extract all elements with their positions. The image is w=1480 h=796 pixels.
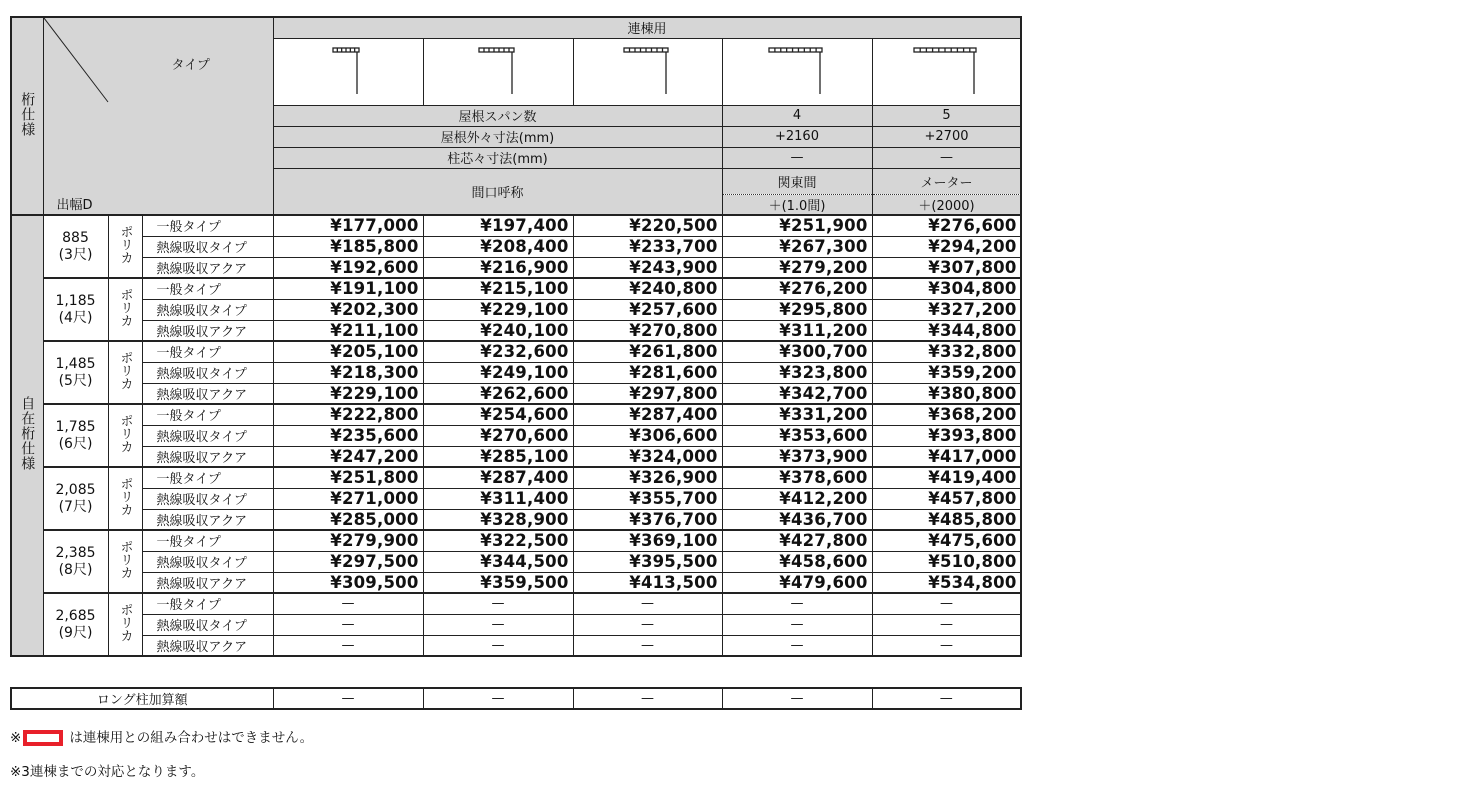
width-cell: 1,485 (5尺): [43, 341, 108, 404]
price-cell: ¥369,100: [573, 530, 722, 551]
row-type: 熱線吸収タイプ: [142, 362, 273, 383]
price-cell: ¥271,000: [273, 488, 423, 509]
price-cell: ¥215,100: [423, 278, 573, 299]
price-cell: ¥393,800: [872, 425, 1021, 446]
price-cell: —: [872, 593, 1021, 614]
price-cell: ¥211,100: [273, 320, 423, 341]
price-cell: ¥359,200: [872, 362, 1021, 383]
price-cell: ¥326,900: [573, 467, 722, 488]
price-cell: ¥233,700: [573, 236, 722, 257]
type-diagram-2: [423, 38, 573, 105]
price-cell: ¥249,100: [423, 362, 573, 383]
long-pillar-value: —: [872, 688, 1021, 709]
price-cell: ¥247,200: [273, 446, 423, 467]
table-row: [11, 446, 1021, 467]
row-type: 熱線吸収アクア: [142, 509, 273, 530]
price-cell: ¥311,200: [722, 320, 872, 341]
row-type: 熱線吸収タイプ: [142, 551, 273, 572]
price-cell: ¥306,600: [573, 425, 722, 446]
row-type: 熱線吸収アクア: [142, 320, 273, 341]
row-type: 熱線吸収アクア: [142, 572, 273, 593]
header-corner: [43, 17, 273, 215]
table-row: [11, 551, 1021, 572]
material-cell: ポリカ: [108, 593, 142, 656]
material-cell: ポリカ: [108, 278, 142, 341]
table-row: [11, 614, 1021, 635]
pillar-value: —: [722, 147, 872, 168]
note-2: ※3連棟までの対応となります。: [10, 764, 205, 780]
demaba-label: 出幅D: [56, 198, 93, 213]
price-cell: ¥436,700: [722, 509, 872, 530]
row-type: 熱線吸収アクア: [142, 446, 273, 467]
price-cell: —: [273, 593, 423, 614]
price-cell: ¥304,800: [872, 278, 1021, 299]
width-cell: 2,385 (8尺): [43, 530, 108, 593]
price-cell: —: [872, 614, 1021, 635]
pillar-value: —: [872, 147, 1021, 168]
price-cell: ¥297,800: [573, 383, 722, 404]
row-type: 一般タイプ: [142, 404, 273, 425]
table-row: [11, 425, 1021, 446]
price-cell: ¥378,600: [722, 467, 872, 488]
price-cell: ¥240,800: [573, 278, 722, 299]
price-cell: ¥285,000: [273, 509, 423, 530]
price-cell: ¥328,900: [423, 509, 573, 530]
price-cell: ¥285,100: [423, 446, 573, 467]
frontage-bottom: ＋(2000): [872, 194, 1021, 215]
type-diagram-1: [273, 38, 423, 105]
price-cell: ¥368,200: [872, 404, 1021, 425]
outer-label: 屋根外々寸法(mm): [273, 126, 722, 147]
price-cell: —: [573, 593, 722, 614]
material-cell: ポリカ: [108, 341, 142, 404]
row-type: 熱線吸収タイプ: [142, 614, 273, 635]
price-cell: ¥270,800: [573, 320, 722, 341]
price-cell: ¥177,000: [273, 215, 423, 236]
table-row: [11, 572, 1021, 593]
price-cell: ¥279,200: [722, 257, 872, 278]
table-row: [11, 299, 1021, 320]
table-row: [11, 635, 1021, 656]
price-cell: —: [273, 635, 423, 656]
price-cell: —: [423, 593, 573, 614]
long-pillar-label: ロング柱加算額: [11, 688, 273, 709]
outer-value: +2160: [722, 126, 872, 147]
price-cell: ¥220,500: [573, 215, 722, 236]
type-diagram-5: [872, 38, 1021, 105]
table-row: [11, 593, 1021, 614]
price-cell: ¥229,100: [273, 383, 423, 404]
renmu-header: 連棟用: [273, 17, 1021, 38]
price-cell: ¥229,100: [423, 299, 573, 320]
price-cell: ¥240,100: [423, 320, 573, 341]
price-cell: ¥197,400: [423, 215, 573, 236]
price-cell: ¥300,700: [722, 341, 872, 362]
price-cell: ¥279,900: [273, 530, 423, 551]
price-cell: ¥267,300: [722, 236, 872, 257]
price-cell: ¥222,800: [273, 404, 423, 425]
price-cell: ¥294,200: [872, 236, 1021, 257]
width-cell: 2,685 (9尺): [43, 593, 108, 656]
price-cell: ¥281,600: [573, 362, 722, 383]
price-cell: ¥353,600: [722, 425, 872, 446]
type-diagram-4: [722, 38, 872, 105]
note-1: ※ は連棟用との組み合わせはできません。: [10, 730, 314, 746]
row-type: 一般タイプ: [142, 215, 273, 236]
table-row: [11, 467, 1021, 488]
price-cell: —: [573, 614, 722, 635]
material-cell: ポリカ: [108, 215, 142, 278]
price-cell: ¥262,600: [423, 383, 573, 404]
material-cell: ポリカ: [108, 467, 142, 530]
roof-span-icon: [471, 42, 526, 98]
table-row: [11, 341, 1021, 362]
price-cell: ¥309,500: [273, 572, 423, 593]
price-cell: ¥270,600: [423, 425, 573, 446]
row-type: 熱線吸収タイプ: [142, 488, 273, 509]
roof-span-icon: [325, 42, 371, 98]
outer-value: +2700: [872, 126, 1021, 147]
table-row: [11, 530, 1021, 551]
frontage-top: メーター: [872, 168, 1021, 194]
price-cell: ¥419,400: [872, 467, 1021, 488]
price-cell: ¥359,500: [423, 572, 573, 593]
price-cell: —: [273, 614, 423, 635]
price-cell: ¥208,400: [423, 236, 573, 257]
table-row: [11, 362, 1021, 383]
table-row: [11, 488, 1021, 509]
price-cell: ¥344,500: [423, 551, 573, 572]
width-cell: 1,185 (4尺): [43, 278, 108, 341]
price-cell: —: [872, 635, 1021, 656]
price-cell: ¥202,300: [273, 299, 423, 320]
price-cell: ¥322,500: [423, 530, 573, 551]
row-type: 一般タイプ: [142, 530, 273, 551]
price-cell: ¥243,900: [573, 257, 722, 278]
price-cell: ¥311,400: [423, 488, 573, 509]
price-cell: ¥344,800: [872, 320, 1021, 341]
red-box-icon: [23, 730, 63, 746]
roof-span-icon: [761, 42, 834, 98]
row-type: 熱線吸収アクア: [142, 383, 273, 404]
price-cell: ¥331,200: [722, 404, 872, 425]
material-cell: ポリカ: [108, 404, 142, 467]
type-label: タイプ: [171, 58, 210, 73]
frontage-label: 間口呼称: [273, 168, 722, 215]
long-pillar-value: —: [423, 688, 573, 709]
frontage-bottom: ＋(1.0間): [722, 194, 872, 215]
price-cell: ¥479,600: [722, 572, 872, 593]
material-cell: ポリカ: [108, 530, 142, 593]
price-cell: ¥251,900: [722, 215, 872, 236]
row-type: 熱線吸収タイプ: [142, 236, 273, 257]
width-cell: 1,785 (6尺): [43, 404, 108, 467]
price-cell: ¥475,600: [872, 530, 1021, 551]
price-cell: ¥373,900: [722, 446, 872, 467]
roof-span-icon: [906, 42, 988, 98]
long-pillar-value: —: [273, 688, 423, 709]
price-cell: ¥355,700: [573, 488, 722, 509]
table-row: [11, 215, 1021, 236]
long-pillar-table: [10, 687, 1022, 710]
table-row: [11, 404, 1021, 425]
price-cell: —: [423, 635, 573, 656]
span-value: 4: [722, 105, 872, 126]
width-cell: 885 (3尺): [43, 215, 108, 278]
width-cell: 2,085 (7尺): [43, 467, 108, 530]
price-cell: ¥395,500: [573, 551, 722, 572]
price-cell: ¥254,600: [423, 404, 573, 425]
price-cell: ¥276,600: [872, 215, 1021, 236]
price-cell: ¥427,800: [722, 530, 872, 551]
span-value: 5: [872, 105, 1021, 126]
row-type: 一般タイプ: [142, 341, 273, 362]
row-type: 一般タイプ: [142, 467, 273, 488]
long-pillar-value: —: [722, 688, 872, 709]
price-cell: ¥510,800: [872, 551, 1021, 572]
price-cell: ¥185,800: [273, 236, 423, 257]
row-type: 一般タイプ: [142, 278, 273, 299]
row-type: 一般タイプ: [142, 593, 273, 614]
price-cell: ¥297,500: [273, 551, 423, 572]
row-type: 熱線吸収アクア: [142, 635, 273, 656]
price-cell: ¥192,600: [273, 257, 423, 278]
price-cell: ¥218,300: [273, 362, 423, 383]
price-table: [10, 16, 1022, 657]
price-cell: —: [573, 635, 722, 656]
price-cell: ¥287,400: [423, 467, 573, 488]
price-cell: ¥191,100: [273, 278, 423, 299]
price-cell: ¥251,800: [273, 467, 423, 488]
table-row: [11, 236, 1021, 257]
price-cell: ¥534,800: [872, 572, 1021, 593]
price-cell: —: [722, 593, 872, 614]
price-cell: ¥342,700: [722, 383, 872, 404]
price-cell: ¥295,800: [722, 299, 872, 320]
row-type: 熱線吸収タイプ: [142, 425, 273, 446]
type-diagram-3: [573, 38, 722, 105]
row-type: 熱線吸収アクア: [142, 257, 273, 278]
price-cell: ¥257,600: [573, 299, 722, 320]
table-row: [11, 383, 1021, 404]
price-cell: ¥287,400: [573, 404, 722, 425]
price-cell: —: [722, 635, 872, 656]
pillar-label: 柱芯々寸法(mm): [273, 147, 722, 168]
price-cell: ¥323,800: [722, 362, 872, 383]
keta-spec-label: 桁仕様: [11, 17, 43, 215]
jizai-keta-label: 自在桁仕様: [11, 215, 43, 656]
table-row: [11, 320, 1021, 341]
price-cell: ¥216,900: [423, 257, 573, 278]
price-cell: ¥261,800: [573, 341, 722, 362]
price-cell: ¥458,600: [722, 551, 872, 572]
price-cell: ¥376,700: [573, 509, 722, 530]
price-cell: ¥413,500: [573, 572, 722, 593]
frontage-top: 関東間: [722, 168, 872, 194]
price-cell: ¥205,100: [273, 341, 423, 362]
diagonal-line: [44, 18, 274, 214]
roof-span-icon: [616, 42, 680, 98]
price-cell: ¥307,800: [872, 257, 1021, 278]
table-row: [11, 509, 1021, 530]
price-cell: ¥324,000: [573, 446, 722, 467]
price-cell: —: [722, 614, 872, 635]
price-cell: ¥417,000: [872, 446, 1021, 467]
price-cell: ¥412,200: [722, 488, 872, 509]
span-label: 屋根スパン数: [273, 105, 722, 126]
price-cell: ¥327,200: [872, 299, 1021, 320]
price-cell: ¥232,600: [423, 341, 573, 362]
table-row: [11, 278, 1021, 299]
price-cell: ¥380,800: [872, 383, 1021, 404]
table-row: [11, 257, 1021, 278]
price-cell: ¥485,800: [872, 509, 1021, 530]
row-type: 熱線吸収タイプ: [142, 299, 273, 320]
price-cell: ¥276,200: [722, 278, 872, 299]
long-pillar-value: —: [573, 688, 722, 709]
price-cell: ¥235,600: [273, 425, 423, 446]
price-cell: ¥457,800: [872, 488, 1021, 509]
price-cell: —: [423, 614, 573, 635]
price-cell: ¥332,800: [872, 341, 1021, 362]
